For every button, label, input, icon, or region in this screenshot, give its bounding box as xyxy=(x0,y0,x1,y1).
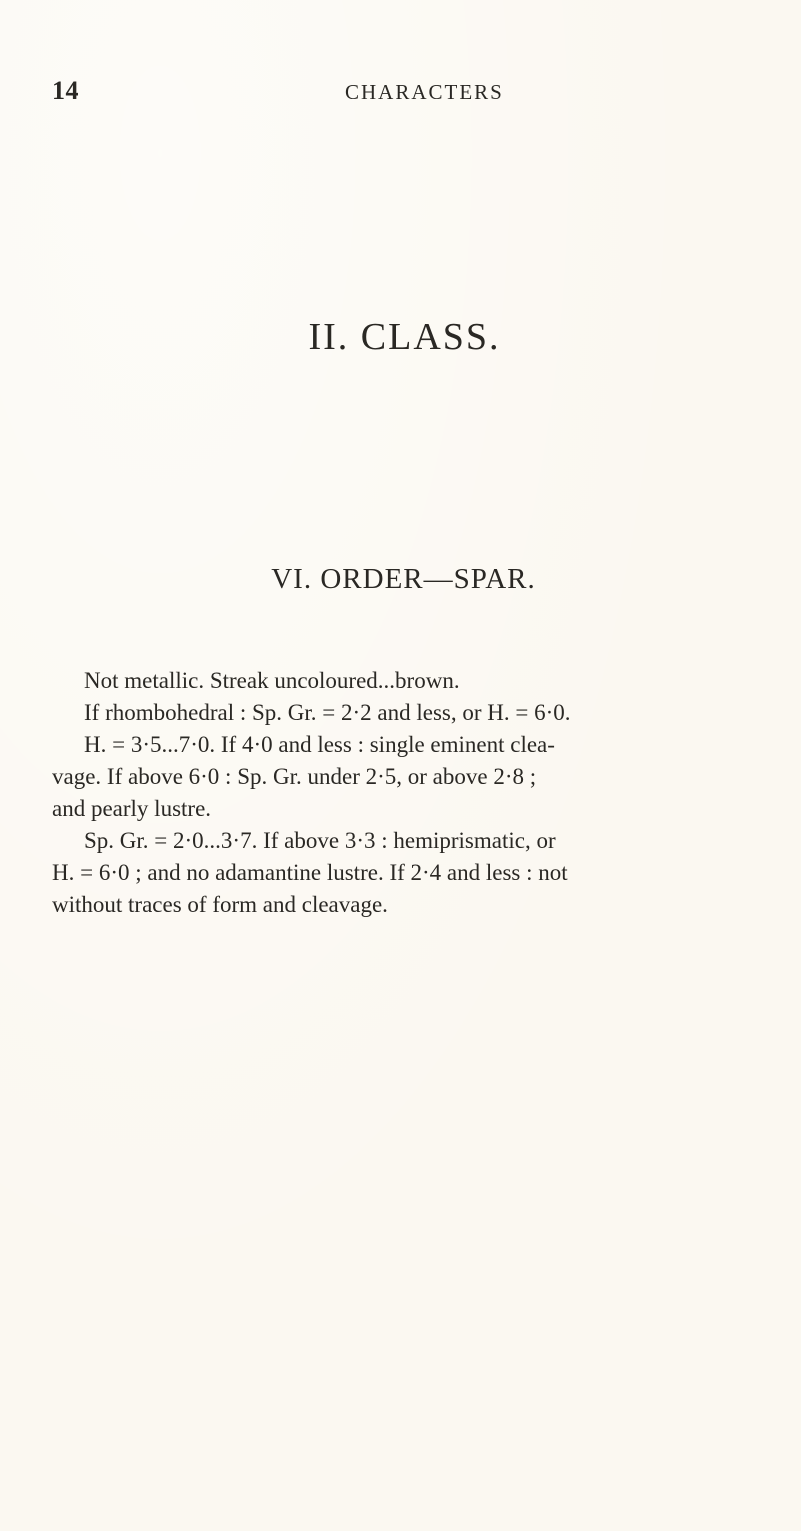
paragraph-3 xyxy=(52,825,792,921)
text-line: If rhombohedral : Sp. Gr. = 2·2 and less, or H. = 6·0. xyxy=(84,700,571,725)
text-line: Sp. Gr. = 2·0...3·7. If above 3·3 : hemiprismatic, or xyxy=(84,828,556,853)
text-line: and pearly lustre. xyxy=(52,796,212,821)
text-line: Not metallic. Streak uncoloured...brown. xyxy=(84,668,460,693)
paragraph-2 xyxy=(52,697,792,825)
text-line: H. = 6·0 ; and no adamantine lustre. If 2·4 and less : not xyxy=(52,860,568,885)
text-line: without traces of form and cleavage. xyxy=(52,892,388,917)
order-heading: VI. ORDER—SPAR. xyxy=(271,563,536,595)
running-head: CHARACTERS xyxy=(345,80,504,104)
text-line: H. = 3·5...7·0. If 4·0 and less : single eminent clea- xyxy=(84,732,555,757)
page-number: 14 xyxy=(52,76,79,105)
paragraph-1 xyxy=(52,665,792,697)
class-heading: II. CLASS. xyxy=(308,316,501,358)
text-line: vage. If above 6·0 : Sp. Gr. under 2·5, or above 2·8 ; xyxy=(52,764,537,789)
body-text xyxy=(52,665,792,921)
